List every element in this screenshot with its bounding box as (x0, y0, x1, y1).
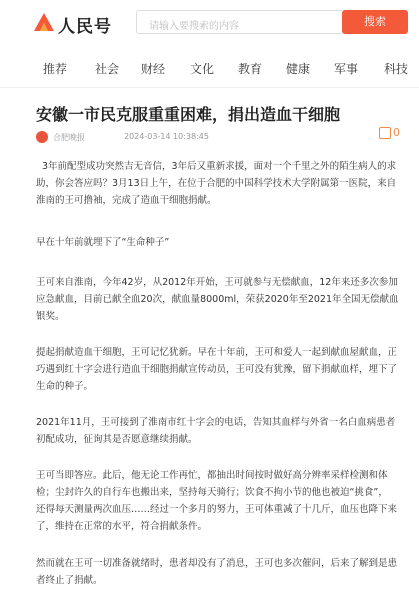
paragraph-line: 了，维持在正常的水平，符合捐献条件。 (36, 521, 208, 532)
article-paragraph (36, 414, 408, 448)
nav-item-military[interactable]: 军事 (334, 62, 359, 76)
search-input[interactable]: 请输入要搜索的内容 (136, 10, 342, 34)
article-paragraph (36, 158, 408, 209)
paragraph-line: 者终止了捐献。 (36, 575, 103, 586)
search-button[interactable]: 搜索 (342, 10, 408, 34)
nav-item-society[interactable]: 社会 (95, 62, 120, 76)
paragraph-line: 初配成功，征询其是否愿意继续捐献。 (36, 434, 198, 445)
paragraph-line: 2021年11月，王可接到了淮南市红十字会的电话，告知其血样与外省一名白血病患者 (36, 417, 396, 428)
paragraph-line: 王可来自淮南，今年42岁，从2012年开始，王可就参与无偿献血，12年来还多次参加 (36, 277, 398, 288)
paragraph-line: 王可当即答应。此后，他无论工作再忙，都抽出时间按时做好高分辨率采样检测和体 (36, 470, 388, 481)
paragraph-line: 早在十年前就埋下了“生命种子” (36, 237, 170, 248)
source-avatar[interactable] (36, 131, 48, 143)
site-logo[interactable] (32, 11, 112, 37)
article-subheading (36, 234, 408, 251)
nav-item-tech[interactable]: 科技 (384, 62, 409, 76)
article-title: 安徽一市民克服重重困难，捐出造血干细胞 (36, 105, 341, 124)
logo-mark-icon (32, 11, 56, 33)
nav-item-health[interactable]: 健康 (286, 62, 311, 76)
paragraph-line: 检；尘封许久的自行车也搬出来，坚持每天骑行；饮食不拘小节的他也被迫“挑食”， (36, 487, 388, 498)
paragraph-line: 银奖。 (36, 311, 65, 322)
article-paragraph (36, 467, 408, 535)
channel-nav (0, 52, 419, 88)
nav-item-culture[interactable]: 文化 (190, 62, 215, 76)
comment-icon[interactable] (379, 127, 391, 139)
paragraph-line: 应急献血，目前已献全血20次，献血量8000ml，荣获2020年至2021年全国无偿献血 (36, 294, 399, 305)
article-meta (36, 126, 406, 145)
paragraph-line: 生命的种子。 (36, 381, 94, 392)
paragraph-line: 助，你会答应吗？3月13日上午，在位于合肥的中国科学技术大学附属第一医院，来自 (36, 178, 397, 189)
nav-item-education[interactable]: 教育 (238, 62, 263, 76)
paragraph-line: 提起捐献造血干细胞，王可记忆犹新。早在十年前，王可和爱人一起到献血屋献血，正 (36, 347, 398, 358)
nav-item-finance[interactable]: 财经 (141, 62, 166, 76)
paragraph-line: 3年前配型成功突然吉无音信，3年后又重新求援，面对一个千里之外的陌生病人的求 (42, 161, 397, 172)
nav-item-recommend[interactable]: 推荐 (43, 62, 68, 76)
paragraph-line: 然而就在王可一切准备就绪时，患者却没有了消息，王可也多次催问，后来了解到是患 (36, 558, 398, 569)
comment-count[interactable]: 0 (393, 126, 400, 139)
site-header (0, 0, 419, 44)
article-paragraph (36, 274, 408, 325)
article-paragraph (36, 555, 408, 589)
paragraph-line: 巧遇到红十字会进行造血干细胞捐献宣传动员，王可没有犹豫，留下捐献血样，埋下了 (36, 364, 398, 375)
article-date: 2024-03-14 10:38:45 (124, 132, 209, 141)
paragraph-line: 淮南的王可撸袖，完成了造血干细胞捐献。 (36, 195, 217, 206)
paragraph-line: 还得每天测量两次血压……经过一个多月的努力，王可体重减了十几斤，血压也降下来 (36, 504, 398, 515)
logo-text: 人民号 (58, 17, 112, 37)
article-source[interactable]: 合肥晚报 (53, 133, 85, 142)
article-paragraph (36, 344, 408, 395)
